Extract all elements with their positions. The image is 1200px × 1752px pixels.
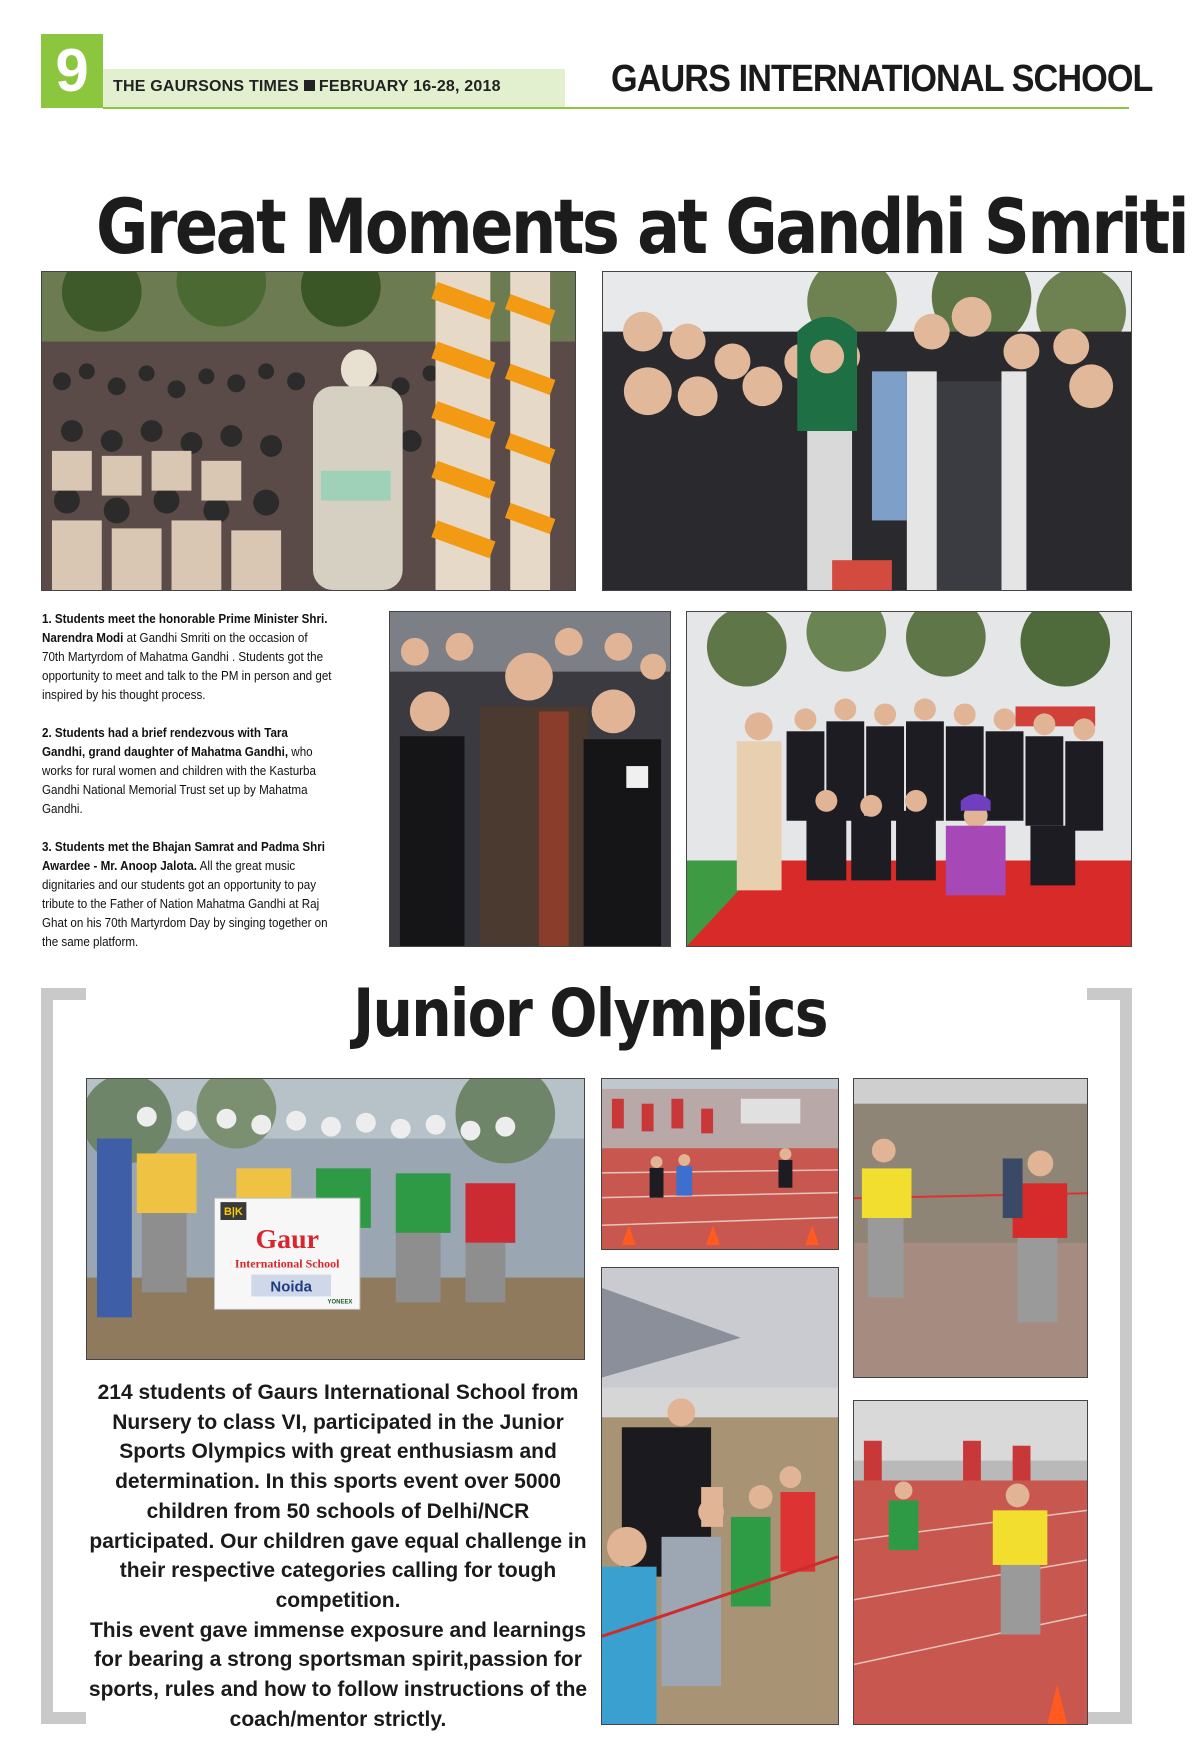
junior-olympics-text [86, 1378, 590, 1734]
caption-3 [42, 838, 332, 952]
photo-anoop-jalota [389, 611, 671, 947]
square-bullet-icon [304, 80, 315, 91]
caption-3-lead: 3. Students met the Bhajan Samrat and Padma Shri Awardee - Mr. Anoop Jalota. [42, 840, 325, 873]
bracket-right-vertical [1120, 988, 1132, 1724]
caption-3-text: All the great music dignitaries and our students got an opportunity to pay tribute to the Father of Nation Mahatma Gandhi at Raj Ghat on his 70th Martyrdom Day by singing together on the same platform. [42, 859, 328, 949]
caption-2-lead: 2. Students had a brief rendezvous with Tara Gandhi, grand daughter of Mahatma Gandhi, [42, 726, 289, 759]
photo-students-red-carpet [686, 611, 1132, 947]
banner-line-2: International School [234, 1256, 340, 1271]
caption-2-text: who works for rural women and children with the Kasturba Gandhi National Memorial Trust set up by Mahatma Gandhi. [42, 745, 316, 816]
caption-1 [42, 610, 332, 705]
section1-captions [42, 610, 332, 971]
photo-students-with-banner [86, 1078, 585, 1360]
publication-name: THE GAURSONS TIMES [113, 78, 299, 95]
page-number: 9 [41, 34, 103, 108]
junior-olympics-paragraph-2: This event gave immense exposure and learnings for bearing a strong sportsman spirit,passion for sports, rules and how to follow instructions of the coach/mentor strictly. [88, 1618, 588, 1731]
banner-sponsor-tag: YONEEX [327, 1299, 353, 1306]
issue-date: FEBRUARY 16-28, 2018 [318, 78, 501, 95]
publication-line [113, 78, 501, 96]
photo-track-race-stadium [601, 1078, 839, 1250]
banner-line-3: Noida [270, 1279, 312, 1296]
caption-1-text: at Gandhi Smriti on the occasion of 70th Martyrdom of Mahatma Gandhi . Students got the opportunity to meet and talk to the PM in person and get inspired by his thought process. [42, 631, 332, 702]
caption-1-lead: 1. Students meet the honorable Prime Minister Shri. Narendra Modi [42, 612, 328, 645]
bracket-left-bottom [41, 1712, 86, 1724]
section-title-junior-olympics: Junior Olympics [353, 975, 827, 1052]
bracket-right-bottom [1087, 1712, 1132, 1724]
junior-olympics-paragraph-1: 214 students of Gaurs International School from Nursery to class VI, participated in the Junior Sports Olympics with great enthusiasm and determination. In this sports event over 5000 children from 50 schools of Delhi/NCR participated. Our children gave equal challenge in their respective categories calling for tough competition. [89, 1381, 587, 1612]
school-name: GAURS INTERNATIONAL SCHOOL [611, 58, 1153, 100]
header-rule [103, 107, 1129, 109]
bracket-left-vertical [41, 988, 53, 1724]
banner-line-1: Gaur [255, 1223, 319, 1255]
photo-runner-track [853, 1400, 1088, 1725]
photo-pm-with-students [41, 271, 576, 591]
photo-ribbon-finish [853, 1078, 1088, 1378]
bracket-left-top [41, 988, 86, 1000]
photo-coach-and-kids [601, 1267, 839, 1725]
section-title-gandhi-smriti: Great Moments at Gandhi Smriti [96, 182, 1188, 271]
caption-2 [42, 724, 332, 819]
photo-tara-gandhi-group [602, 271, 1132, 591]
banner-logo: B|K [223, 1206, 243, 1219]
